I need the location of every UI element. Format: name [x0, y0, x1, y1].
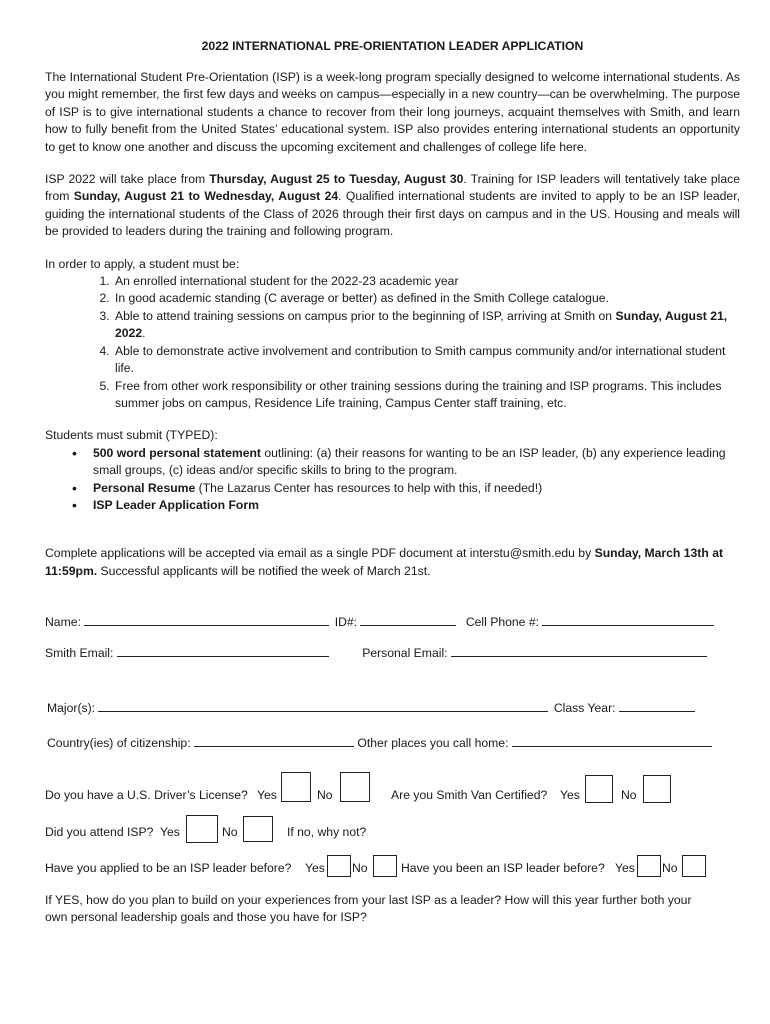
list-item: • 500 word personal statement outlining: (a) their reasons for wanting to be an ISP leader, (b) any experience leading small groups, (c) ideas and/or specific skills to bring to the program.: [93, 445, 740, 480]
isp-dates: Thursday, August 25 to Tuesday, August 30: [209, 172, 464, 187]
deadline-date: Sunday, March 13th at 11:59pm.: [45, 546, 724, 578]
been-yes-label: Yes: [615, 861, 635, 875]
van-no-checkbox[interactable]: [643, 775, 671, 803]
submit-list: [45, 445, 740, 515]
if-yes-question: If YES, how do you plan to build on your experiences from your last ISP as a leader? How will this year further both your own personal leadership goals and those you have for ISP?: [45, 893, 692, 925]
id-field[interactable]: [360, 612, 456, 626]
page-title: 2022 INTERNATIONAL PRE-ORIENTATION LEADER APPLICATION: [201, 39, 584, 53]
other-home-field[interactable]: [512, 733, 712, 747]
applied-question: Have you applied to be an ISP leader before?: [45, 861, 292, 875]
why-not-label: If no, why not?: [287, 825, 367, 839]
deadline-paragraph: Complete applications will be accepted via email as a single PDF document at interstu@smith.edu by Sunday, March 13th at 11:59pm. Successful applicants will be notified the week of March 21st.: [45, 546, 724, 578]
list-item: 2. In good academic standing (C average or better) as defined in the Smith College catalogue.: [113, 290, 740, 307]
list-item: 5. Free from other work responsibility or other training sessions during the training and ISP programs. This includes summer jobs on campus, Residence Life training, Campus Center staff training, etc.: [113, 378, 740, 413]
license-question: Do you have a U.S. Driver’s License?: [45, 788, 248, 802]
majors-label: Major(s):: [47, 701, 96, 715]
van-question: Are you Smith Van Certified?: [391, 788, 548, 802]
attend-yes-label: Yes: [160, 825, 180, 839]
submit-heading: Students must submit (TYPED):: [45, 428, 218, 443]
smith-email-label: Smith Email:: [45, 646, 114, 660]
been-no-checkbox[interactable]: [682, 855, 706, 877]
license-no-checkbox[interactable]: [340, 772, 370, 802]
applied-yes-checkbox[interactable]: [327, 855, 351, 877]
cell-field[interactable]: [542, 612, 714, 626]
other-home-label: Other places you call home:: [357, 736, 509, 750]
applied-yes-label: Yes: [305, 861, 325, 875]
attend-yes-checkbox[interactable]: [186, 815, 218, 843]
citizenship-field[interactable]: [194, 733, 354, 747]
list-item: • Personal Resume (The Lazarus Center has resources to help with this, if needed!): [93, 480, 740, 497]
class-year-label: Class Year:: [553, 701, 616, 715]
van-yes-checkbox[interactable]: [585, 775, 613, 803]
been-no-label: No: [662, 861, 678, 875]
list-item: 3. Able to attend training sessions on campus prior to the beginning of ISP, arriving at Smith on Sunday, August 21, 2022.: [113, 308, 740, 343]
personal-email-field[interactable]: [451, 643, 707, 657]
class-year-field[interactable]: [619, 698, 695, 712]
been-yes-checkbox[interactable]: [637, 855, 661, 877]
attend-no-label: No: [222, 825, 238, 839]
been-question: Have you been an ISP leader before?: [401, 861, 605, 875]
personal-email-label: Personal Email:: [362, 646, 448, 660]
cell-label: Cell Phone #:: [465, 615, 540, 629]
list-item: 1. An enrolled international student for the 2022-23 academic year: [113, 273, 740, 290]
applied-no-checkbox[interactable]: [373, 855, 397, 877]
citizenship-label: Country(ies) of citizenship:: [47, 736, 191, 750]
van-yes-label: Yes: [560, 788, 580, 802]
id-label: ID#:: [334, 615, 358, 629]
list-item: • ISP Leader Application Form: [93, 497, 740, 514]
license-yes-checkbox[interactable]: [281, 772, 311, 802]
smith-email-field[interactable]: [117, 643, 329, 657]
intro-paragraph: The International Student Pre-Orientation (ISP) is a week-long program specially designed to welcome international students. As you might remember, the first few days and weeks on campus—especially in a new country—can be overwhelming. The purpose of ISP is to give international students a chance to recover from their long journeys, acquaint themselves with Smith, and learn how to fully benefit from the United States’ educational system. ISP also provides entering international students an opportunity to get to know one another and discuss the upcoming excitement and challenges of college life here.: [45, 70, 740, 154]
attend-question: Did you attend ISP?: [45, 825, 154, 839]
license-yes-label: Yes: [257, 788, 277, 802]
dates-paragraph: ISP 2022 will take place from Thursday, August 25 to Tuesday, August 30. Training for ISP leaders will tentatively take place from Sunday, August 21 to Wednesday, August 24. Qualified international students are invited to apply to be an ISP leader, guiding the international students of the Class of 2026 through their first days on campus and in the US. Housing and meals will be provided to leaders during the training and following program.: [45, 172, 741, 239]
requirements-heading: In order to apply, a student must be:: [45, 256, 240, 271]
attend-no-checkbox[interactable]: [243, 816, 273, 842]
name-field[interactable]: [84, 612, 329, 626]
applied-no-label: No: [352, 861, 368, 875]
majors-field[interactable]: [98, 698, 548, 712]
requirements-list: [45, 273, 740, 412]
van-no-label: No: [621, 788, 637, 802]
list-item: 4. Able to demonstrate active involvement and contribution to Smith campus community and/or international student life.: [113, 343, 740, 378]
application-document: [45, 38, 740, 580]
license-no-label: No: [317, 788, 333, 802]
name-label: Name:: [45, 615, 81, 629]
training-dates: Sunday, August 21 to Wednesday, August 24: [73, 189, 339, 204]
